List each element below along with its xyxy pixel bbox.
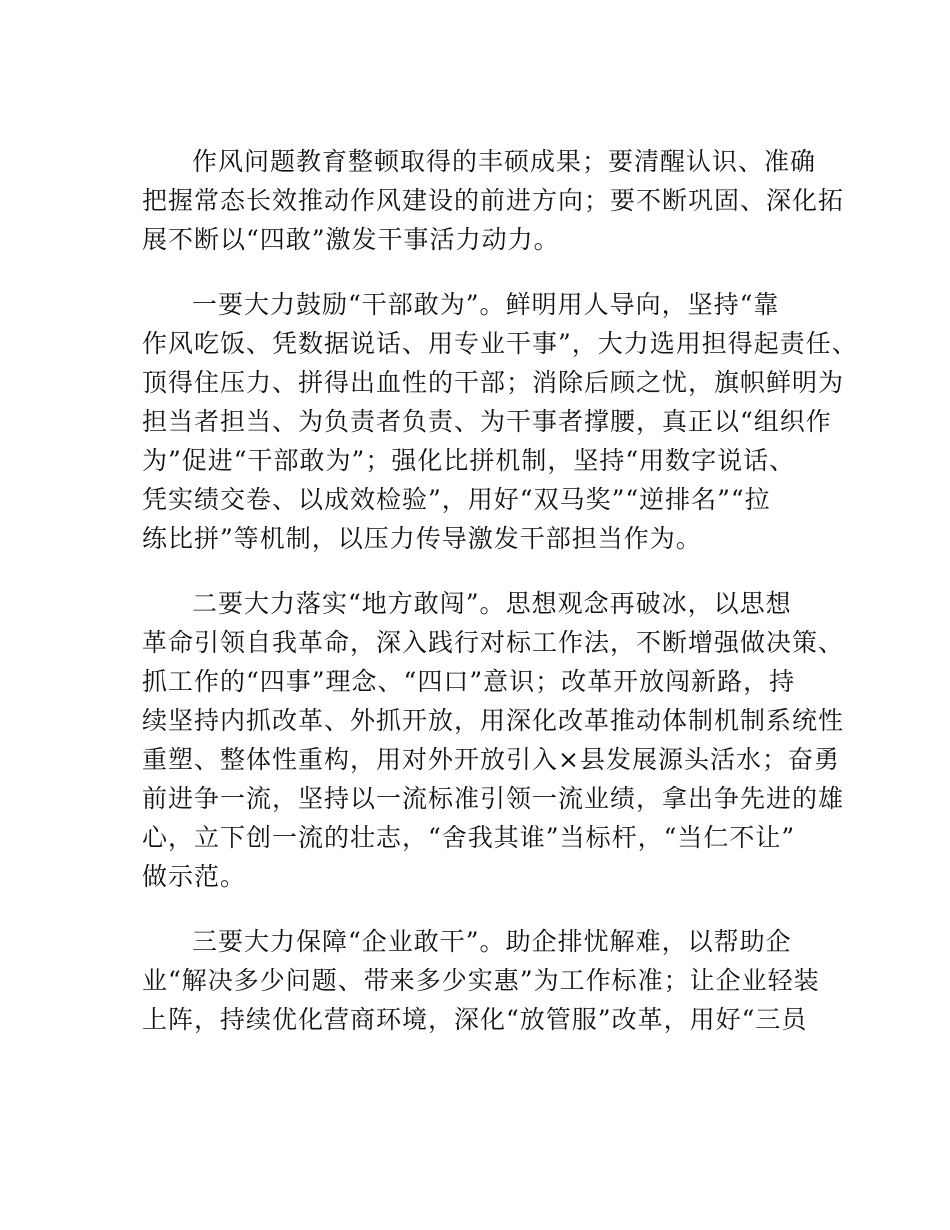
text-line: 作风问题教育整顿取得的丰硕成果；要清醒认识、准确 bbox=[192, 147, 817, 176]
paragraph-localities bbox=[142, 584, 845, 896]
document-body bbox=[142, 142, 858, 1065]
text-line: 续坚持内抓改革、外抓开放，用深化改革推动体制机制系统性 bbox=[142, 706, 845, 735]
text-line: 凭实绩交卷、以成效检验”，用好“双马奖”“逆排名”“拉 bbox=[142, 485, 771, 514]
paragraph-enterprises bbox=[142, 922, 822, 1039]
text-line: 重塑、整体性重构，用对外开放引入×县发展源头活水；奋勇 bbox=[142, 745, 840, 774]
text-line: 练比拼”等机制，以压力传导激发干部担当作为。 bbox=[142, 524, 702, 553]
text-line: 业“解决多少问题、带来多少实惠”为工作标准；让企业轻装 bbox=[142, 966, 820, 995]
text-line: 顶得住压力、拼得出血性的干部；消除后顾之忧，旗帜鲜明为 bbox=[142, 368, 845, 397]
text-line: 心，立下创一流的壮志，“舍我其谁”当标杆，“当仁不让” bbox=[142, 823, 796, 852]
text-line: 做示范。 bbox=[142, 862, 247, 891]
text-line: 一要大力鼓励“干部敢为”。鲜明用人导向，坚持“靠 bbox=[192, 290, 780, 319]
text-line: 革命引领自我革命，深入践行对标工作法，不断增强做决策、 bbox=[142, 628, 845, 657]
text-line: 为”促进“干部敢为”；强化比拼机制，坚持“用数字说话、 bbox=[142, 446, 796, 475]
paragraph-intro bbox=[142, 142, 845, 259]
text-line: 作风吃饭、凭数据说话、用专业干事”，大力选用担得起责任、 bbox=[142, 329, 858, 358]
text-line: 二要大力落实“地方敢闯”。思想观念再破冰，以思想 bbox=[192, 589, 792, 618]
paragraph-cadres bbox=[142, 285, 858, 558]
text-line: 把握常态长效推动作风建设的前进方向；要不断巩固、深化拓 bbox=[142, 186, 845, 215]
text-line: 抓工作的“四事”理念、“四口”意识；改革开放闯新路，持 bbox=[142, 667, 796, 696]
text-line: 三要大力保障“企业敢干”。助企排忧解难，以帮助企 bbox=[192, 927, 792, 956]
text-line: 展不断以“四敢”激发干事活力动力。 bbox=[142, 225, 560, 254]
text-line: 前进争一流，坚持以一流标准引领一流业绩，拿出争先进的雄 bbox=[142, 784, 845, 813]
text-line: 担当者担当、为负责者负责、为干事者撑腰，真正以“组织作 bbox=[142, 407, 832, 436]
text-line: 上阵，持续优化营商环境，深化“放管服”改革，用好“三员 bbox=[142, 1005, 808, 1034]
